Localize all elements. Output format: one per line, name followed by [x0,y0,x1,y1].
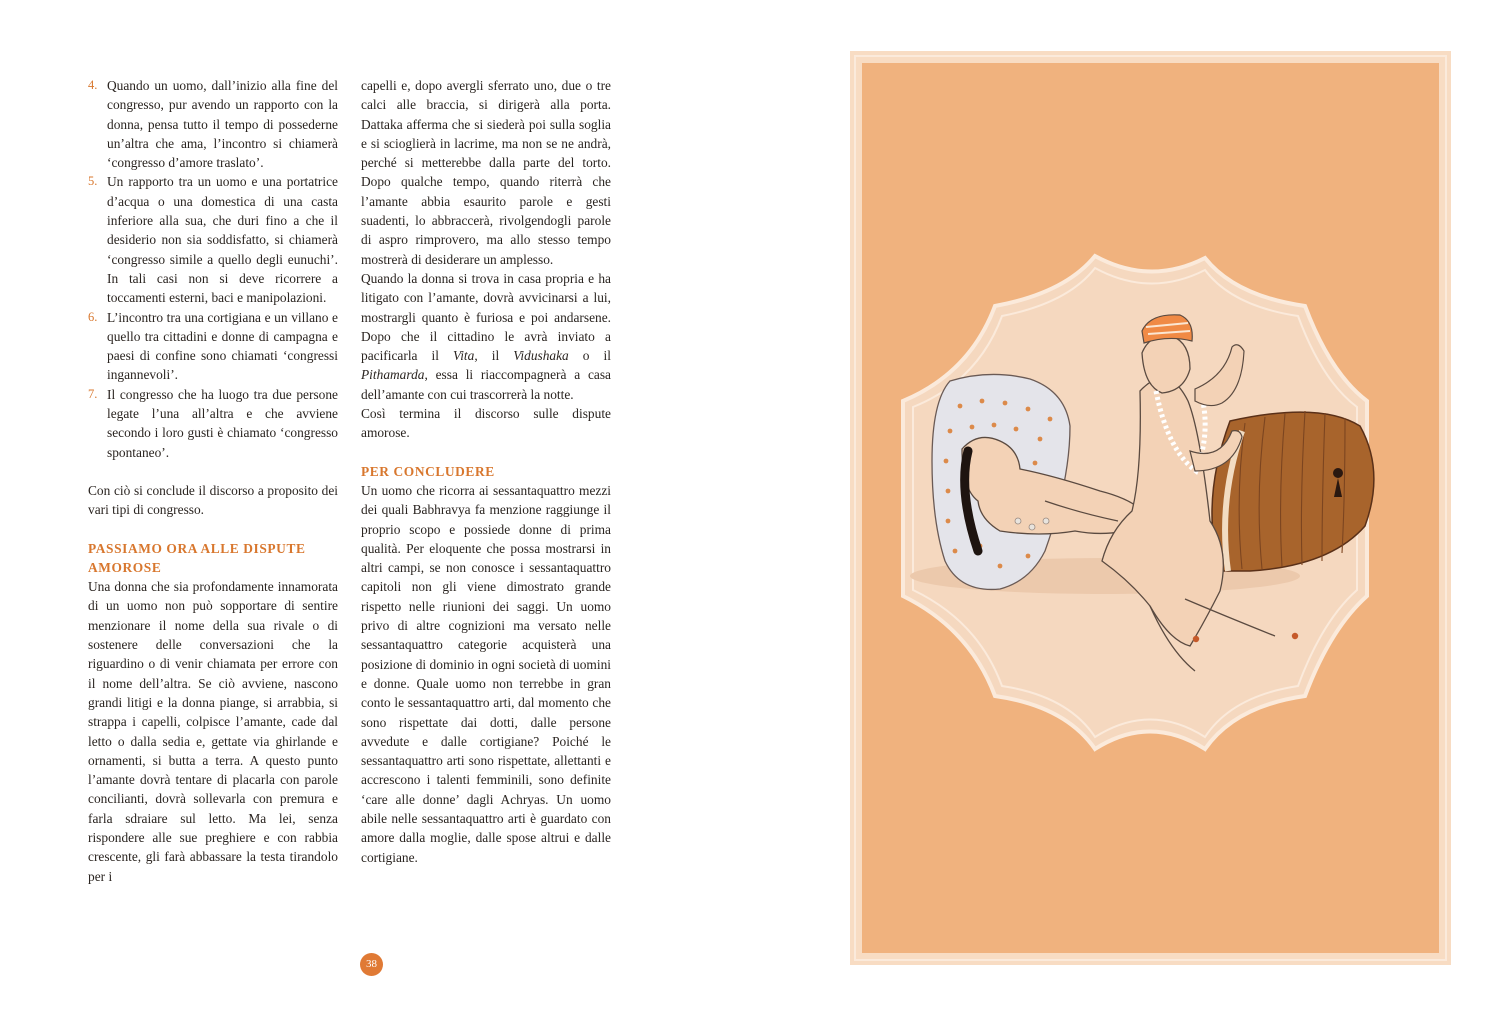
list-item [88,172,338,307]
list-number: 7. [88,386,98,401]
text-run: , il [474,348,514,364]
spacer [88,462,338,481]
list-item-text: Il congresso che ha luogo tra due persone legate l’una all’altra e che avviene secondo i loro gusti è chiamato ‘congresso spontaneo’. [107,386,338,460]
list-item-text: Un rapporto tra un uomo e una portatrice d’acqua o una domestica di una casta inferiore alla sua, che duri fino a che il desiderio non sia soddisfatto, si chiamerà ‘congresso simile a quello degli eunuchi’. In tali casi non si deve ricorrere a toccamenti esterni, baci e manipolazioni. [107,174,338,306]
text-run: , essa li riaccompagnerà a casa dell’amante con cui trascorrerà la notte. [361,367,611,402]
list-item [88,385,338,462]
conclusion-paragraph: Con ciò si conclude il discorso a proposito dei vari tipi di congresso. [88,482,338,518]
spacer [88,520,338,539]
body-paragraph: Un uomo che ricorra ai sessantaquattro mezzi dei quali Babhravya fa menzione raggiunge il proprio scopo e possiede donne di prima qualità. Per eloquente che possa mostrarsi in altri campi, se non conosce i sessantaquattro capitoli non gli viene dimostrato grande rispetto nelle riunioni dei saggi. Un uomo privo di altre cognizioni ma versato nelle sessantaquattro categorie acquisterà una posizione di dominio in ogni società di uomini e donne. Quale uomo non terrebbe in gran conto le sessantaquattro arti, dal momento che sono rispettate dai dotti, dalle persone avvedute e dalle cortigiane? Poiché le sessantaquattro arti sono rispettate, allettanti e accrescono i talenti femminili, sono definite ‘care alle donne’ dagli Achryas. Un uomo abile nelle sessantaquattro arti è guardato con amore dalla moglie, dalle spose altrui e dalle cortigiane. [361,482,611,865]
section-heading: PER CONCLUDERE [361,463,495,479]
illustration-panel [850,51,1451,965]
body-paragraph: Così termina il discorso sulle dispute amorose. [361,406,611,441]
list-number: 5. [88,174,98,189]
page-number: 38 [360,953,383,976]
list-item [88,76,338,172]
italic-term: Vidushaka [513,348,569,364]
list-number: 6. [88,309,98,324]
numbered-list [88,76,338,462]
right-text-column [361,76,611,867]
spacer [361,443,611,462]
list-item-text: L’incontro tra una cortigiana e un villano e quello tra cittadini e donne di campagna e paesi di confine sono chiamati ‘congressi ingannevoli’. [107,309,338,383]
body-paragraph [361,269,611,404]
italic-term: Pithamarda [361,367,425,383]
section-heading: PASSIAMO ORA ALLE DISPUTE AMOROSE [88,540,306,575]
left-text-column [88,76,338,886]
text-run: Quando la donna si trova in casa propria e ha litigato con l’amante, dovrà avvicinarsi a lui, mostrargli quanto è furiosa e poi andarsene. Dopo che il cittadino le avrà inviato a pacificarla il [361,270,611,364]
list-item-text: Quando un uomo, dall’inizio alla fine del congresso, pur avendo un rapporto con la donna, pensa tutto il tempo di possederne un’altra che ama, l’incontro si chiamerà ‘congresso d’amore traslato’. [107,78,338,171]
body-paragraph: capelli e, dopo avergli sferrato uno, due o tre calci alle braccia, si dirigerà alla porta. Dattaka afferma che si siederà poi sulla soglia e si scioglierà in lacrime, ma non se ne andrà, perché si metterebbe dalla parte del torto. Dopo qualche tempo, quando riterrà che l’amante abbia esaurito parole e gesti suadenti, lo abbraccerà, rivolgendogli parole di aspro rimprovero, ma allo stesso tempo mostrerà di desiderare un amplesso. [361,78,611,267]
text-run: o il [568,348,611,364]
list-item [88,308,338,385]
body-paragraph: Una donna che sia profondamente innamorata di un uomo non può sopportare di sentire menzionare il nome della sua rivale o di sostenere delle conversazioni che la riguardino o di venir chiamata per errore con il nome dell’altra. Se ciò avviene, nascono grandi litigi e la donna piange, si arrabbia, si strappa i capelli, colpisce l’amante, cade dal letto o dalla sedia e, gettate via ghirlande e ornamenti, si butta a terra. A questo punto l’amante dovrà tentare di placarla con parole concilianti, dovrà sollevarla con premura e farla sdraiare sul letto. Ma lei, senza rispondere alle sue preghiere e con rabbia crescente, gli farà abbassare la testa tirandolo per i [88,579,338,884]
italic-term: Vita [453,348,475,364]
couple-illustration [850,51,1451,965]
list-number: 4. [88,78,98,92]
